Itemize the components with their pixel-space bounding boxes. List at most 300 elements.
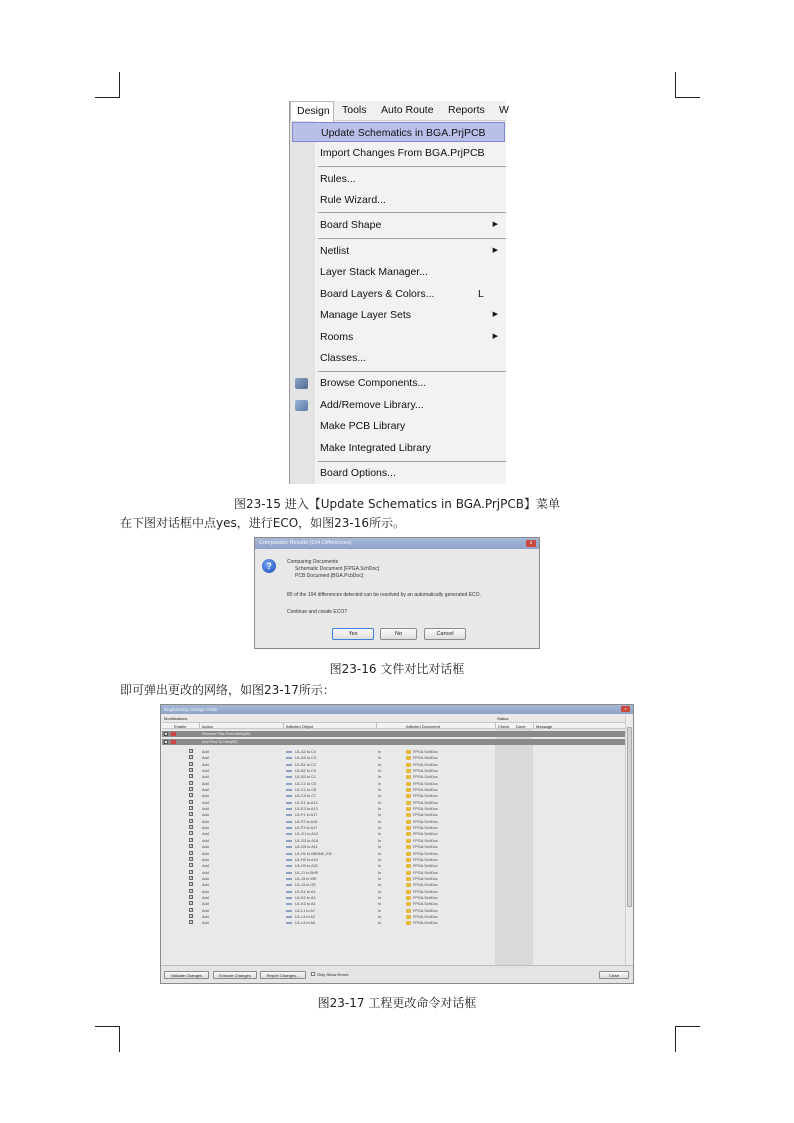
row-object: U1-G5 to A11 [295, 845, 318, 850]
row-document: FPGA.SchDoc [413, 857, 438, 862]
comparator-dialog [254, 537, 540, 649]
menu-separator [318, 212, 506, 213]
eco-column-header [162, 722, 625, 729]
document-icon [406, 788, 411, 792]
enable-checkbox[interactable]: ✓ [190, 907, 193, 912]
row-object: U1-L1 to A7 [295, 908, 316, 913]
question-icon: ? [262, 559, 276, 573]
enable-checkbox[interactable]: ✓ [190, 894, 193, 899]
document-icon [406, 750, 411, 754]
group-row-remove-pins[interactable] [162, 731, 625, 737]
menu-item-update-schematics[interactable]: Update Schematics in BGA.PrjPCB [292, 122, 505, 142]
group-label: Remove Pins From Nets(80) [202, 732, 251, 736]
row-action: Add [202, 826, 209, 831]
crop-mark-bottom-left [95, 1026, 120, 1027]
row-action: Add [202, 895, 209, 900]
menu-item-rule-wizard[interactable]: Rule Wizard... [320, 194, 386, 206]
row-in: In [378, 921, 382, 926]
row-object: U1-J1 to BHE [295, 870, 319, 875]
row-object: U1-H2 to A19 [295, 857, 318, 862]
column-divider [283, 723, 284, 728]
no-button[interactable]: No [380, 628, 417, 640]
pin-icon [286, 878, 292, 880]
document-icon [406, 756, 411, 760]
document-icon [406, 763, 411, 767]
body-text-1: 在下图对话框中点yes，进行ECO，如图23-16所示。 [120, 516, 406, 530]
row-document: FPGA.SchDoc [413, 845, 438, 850]
enable-checkbox[interactable]: ✓ [190, 888, 193, 893]
pin-icon [286, 783, 292, 785]
only-show-errors-checkbox[interactable] [311, 972, 315, 976]
enable-checkbox[interactable]: ✓ [190, 793, 193, 798]
col-affected-document[interactable]: Affected Document [406, 724, 440, 729]
pin-icon [286, 764, 292, 766]
row-document: FPGA.SchDoc [413, 864, 438, 869]
row-object: U1-B1 to C2 [295, 762, 316, 767]
column-divider [495, 723, 496, 728]
menu-item-make-pcb-library[interactable]: Make PCB Library [320, 420, 406, 432]
enable-checkbox[interactable]: ✓ [190, 812, 193, 817]
crop-mark-top-left [119, 72, 120, 98]
row-object: U1-J4 to OE [295, 883, 316, 888]
menu-item-manage-layer-sets[interactable] [320, 305, 506, 325]
row-in: In [378, 769, 382, 774]
menu-item-layer-stack-manager[interactable]: Layer Stack Manager... [320, 266, 428, 278]
row-document: FPGA.SchDoc [413, 781, 438, 786]
folder-icon [171, 732, 176, 736]
document-icon [406, 820, 411, 824]
row-document: FPGA.SchDoc [413, 883, 438, 888]
enable-checkbox[interactable]: ✓ [190, 869, 193, 874]
menu-shortcut: L [478, 288, 484, 300]
row-in: In [378, 857, 382, 862]
pin-icon [286, 821, 292, 823]
submenu-arrow-icon: ▶ [492, 333, 498, 340]
row-in: In [378, 781, 382, 786]
column-divider [199, 723, 200, 728]
row-in: In [378, 756, 382, 761]
menu-item-label: Board Shape [320, 219, 382, 231]
dialog-pcb-doc: PCB Document [BGA.PcbDoc] [295, 573, 364, 579]
document-icon [406, 909, 411, 913]
pin-icon [286, 865, 292, 867]
pin-icon [286, 757, 292, 759]
row-action: Add [202, 845, 209, 850]
row-in: In [378, 807, 382, 812]
col-done[interactable]: Done [516, 724, 526, 729]
row-in: In [378, 813, 382, 818]
row-action: Add [202, 794, 209, 799]
document-icon [406, 775, 411, 779]
row-action: Add [202, 813, 209, 818]
modifications-header: Modifications [164, 716, 188, 721]
row-in: In [378, 902, 382, 907]
row-action: Add [202, 807, 209, 812]
library-icon [295, 400, 308, 411]
row-object: U1-E1 to A14 [295, 800, 318, 805]
report-changes-button[interactable]: Report Changes... [260, 971, 306, 979]
enable-checkbox[interactable]: ✓ [190, 837, 193, 842]
body-text-2: 即可弹出更改的网络，如图23-17所示： [120, 683, 335, 697]
row-action: Add [202, 908, 209, 913]
menubar-design[interactable]: Design [290, 101, 334, 122]
enable-checkbox[interactable]: ✓ [190, 856, 193, 861]
enable-checkbox[interactable]: ✓ [190, 831, 193, 836]
row-action: Add [202, 914, 209, 919]
crop-mark-bottom-right [675, 1026, 700, 1027]
row-action: Add [202, 750, 209, 754]
enable-checkbox[interactable]: ✓ [190, 863, 193, 868]
enable-checkbox[interactable]: ✓ [190, 787, 193, 792]
row-document: FPGA.SchDoc [413, 870, 438, 875]
row-object: U1-H1 to BBANK_EN [295, 851, 332, 856]
row-object: U1-J3 to WE [295, 876, 317, 881]
enable-checkbox[interactable]: ✓ [190, 761, 193, 766]
close-button[interactable]: Close [599, 971, 629, 979]
enable-checkbox[interactable]: ✓ [190, 825, 193, 830]
table-row[interactable] [162, 920, 625, 926]
row-object: U1-F1 to A17 [295, 813, 318, 818]
menu-item-make-integrated-library[interactable]: Make Integrated Library [320, 442, 431, 454]
yes-button[interactable]: Yes [332, 628, 374, 640]
row-action: Add [202, 864, 209, 869]
row-in: In [378, 832, 382, 837]
scrollbar-thumb[interactable] [627, 727, 632, 907]
document-icon [406, 807, 411, 811]
row-in: In [378, 851, 382, 856]
document-icon [406, 794, 411, 798]
dialog-schematic-doc: Schematic Document [FPGA.SchDoc] [295, 566, 380, 572]
document-icon [406, 813, 411, 817]
col-check[interactable]: Check [498, 724, 510, 729]
only-show-errors-label: Only Show Errors [317, 972, 349, 977]
menubar-reports[interactable]: Reports [448, 104, 485, 116]
row-object: U1-L3 to A2 [295, 914, 316, 919]
enable-checkbox[interactable]: ✓ [190, 850, 193, 855]
pin-icon [286, 808, 292, 810]
dialog-message: 80 of the 104 differences detected can be resolved by an automatically generated ECO. [287, 592, 481, 598]
row-document: FPGA.SchDoc [413, 756, 438, 761]
pin-icon [286, 859, 292, 861]
enable-checkbox[interactable]: ✓ [190, 920, 193, 925]
pin-icon [286, 910, 292, 912]
row-object: U1-H3 to A20 [295, 864, 318, 869]
row-document: FPGA.SchDoc [413, 807, 438, 812]
row-document: FPGA.SchDoc [413, 800, 438, 805]
crop-mark-top-left [95, 97, 120, 98]
row-action: Add [202, 857, 209, 862]
menu-separator [318, 238, 506, 239]
menu-item-browse-components[interactable]: Browse Components... [320, 377, 427, 389]
row-action: Add [202, 781, 209, 786]
row-document: FPGA.SchDoc [413, 788, 438, 793]
pin-icon [286, 903, 292, 905]
row-in: In [378, 750, 382, 754]
row-object: U1-B3 to C1 [295, 775, 316, 780]
menu-item-board-shape[interactable] [320, 215, 506, 235]
row-in: In [378, 845, 382, 850]
row-object: U1-K1 to A1 [295, 889, 316, 894]
collapse-icon[interactable]: − [165, 740, 167, 744]
row-action: Add [202, 883, 209, 888]
figure-caption-23-16: 图23-16 文件对比对话框 [329, 662, 465, 676]
enable-checkbox[interactable]: ✓ [190, 799, 193, 804]
row-document: FPGA.SchDoc [413, 775, 438, 780]
eco-footer [161, 965, 633, 983]
menu-item-label: Rooms [320, 331, 354, 343]
row-object: U1-B2 to C5 [295, 769, 316, 774]
figure-caption-23-17: 图23-17 工程更改命令对话框 [317, 996, 477, 1010]
document-icon [406, 883, 411, 887]
menu-item-label: Netlist [320, 245, 350, 257]
row-document: FPGA.SchDoc [413, 921, 438, 926]
expand-icon[interactable]: + [165, 732, 167, 736]
row-action: Add [202, 838, 209, 843]
row-object: U1-G3 to A18 [295, 838, 319, 843]
menu-item-classes[interactable]: Classes... [320, 352, 367, 364]
row-in: In [378, 775, 382, 780]
eco-title: Engineering Change Order [164, 707, 218, 712]
pin-icon [286, 853, 292, 855]
pin-icon [286, 776, 292, 778]
row-object: U1-K3 to A4 [295, 902, 316, 907]
document-icon [406, 902, 411, 906]
row-action: Add [202, 851, 209, 856]
row-document: FPGA.SchDoc [413, 902, 438, 907]
enable-checkbox[interactable]: ✓ [190, 755, 193, 760]
close-icon[interactable]: x [526, 540, 536, 547]
row-object: U1-C2 to C8 [295, 788, 317, 793]
pin-icon [286, 833, 292, 835]
document-icon [406, 826, 411, 830]
folder-icon [171, 740, 176, 744]
row-action: Add [202, 769, 209, 774]
row-in: In [378, 870, 382, 875]
document-icon [406, 871, 411, 875]
enable-checkbox[interactable]: ✓ [190, 749, 193, 753]
close-icon[interactable]: x [621, 706, 630, 712]
row-in: In [378, 826, 382, 831]
row-action: Add [202, 902, 209, 907]
submenu-arrow-icon: ▶ [492, 247, 498, 254]
document-icon [406, 801, 411, 805]
group-label: Add Pins To Nets(80) [202, 740, 238, 744]
row-action: Add [202, 832, 209, 837]
row-document: FPGA.SchDoc [413, 819, 438, 824]
cancel-button[interactable]: Cancel [424, 628, 466, 640]
pin-icon [286, 872, 292, 874]
document-icon [406, 832, 411, 836]
menubar-tools[interactable]: Tools [342, 104, 367, 116]
row-action: Add [202, 889, 209, 894]
row-document: FPGA.SchDoc [413, 794, 438, 799]
row-object: U1-F2 to A16 [295, 819, 318, 824]
eco-rows [162, 749, 625, 927]
row-object: U1-C3 to C7 [295, 794, 317, 799]
document-icon [406, 858, 411, 862]
pin-icon [286, 916, 292, 918]
row-object: U1-E3 to A13 [295, 807, 318, 812]
pin-icon [286, 751, 292, 753]
row-action: Add [202, 788, 209, 793]
menu-item-label: Manage Layer Sets [320, 309, 412, 321]
row-in: In [378, 864, 382, 869]
pin-icon [286, 891, 292, 893]
menu-item-rooms[interactable] [320, 327, 506, 347]
menu-separator [318, 166, 506, 167]
pin-icon [286, 802, 292, 804]
dialog-heading: Comparing Documents [287, 559, 339, 565]
row-document: FPGA.SchDoc [413, 895, 438, 900]
eco-title-bar [161, 705, 633, 714]
row-in: In [378, 876, 382, 881]
row-in: In [378, 908, 382, 913]
crop-mark-bottom-right [675, 1026, 676, 1052]
browse-components-icon [295, 378, 308, 389]
enable-checkbox[interactable]: ✓ [190, 875, 193, 880]
submenu-arrow-icon: ▶ [492, 311, 498, 318]
enable-checkbox[interactable]: ✓ [190, 913, 193, 918]
enable-checkbox[interactable]: ✓ [190, 844, 193, 849]
row-document: FPGA.SchDoc [413, 851, 438, 856]
document-icon [406, 852, 411, 856]
pin-icon [286, 795, 292, 797]
pin-icon [286, 770, 292, 772]
menu-item-add-remove-library[interactable]: Add/Remove Library... [320, 399, 424, 411]
pin-icon [286, 897, 292, 899]
enable-checkbox[interactable]: ✓ [190, 780, 193, 785]
group-row-add-pins[interactable] [162, 739, 625, 745]
document-icon [406, 915, 411, 919]
col-message[interactable]: Message [536, 724, 553, 729]
document-icon [406, 896, 411, 900]
row-object: U1-K2 to A3 [295, 895, 316, 900]
menu-item-label: Board Layers & Colors... [320, 288, 435, 300]
row-document: FPGA.SchDoc [413, 838, 438, 843]
menu-bar [290, 101, 509, 121]
row-document: FPGA.SchDoc [413, 813, 438, 818]
pin-icon [286, 827, 292, 829]
row-document: FPGA.SchDoc [413, 762, 438, 767]
execute-changes-button[interactable]: Execute Changes [213, 971, 257, 979]
document-icon [406, 921, 411, 925]
submenu-arrow-icon: ▶ [492, 221, 498, 228]
menu-separator [318, 371, 506, 372]
row-object: U1-A2 to C4 [295, 750, 316, 754]
row-action: Add [202, 876, 209, 881]
eco-dialog [160, 704, 634, 984]
document-icon [406, 845, 411, 849]
row-object: U1-G1 to A10 [295, 832, 319, 837]
row-action: Add [202, 762, 209, 767]
crop-mark-top-right [675, 97, 700, 98]
row-document: FPGA.SchDoc [413, 750, 438, 754]
vertical-scrollbar[interactable] [625, 715, 633, 965]
menubar-window[interactable]: W [499, 104, 509, 116]
document-icon [406, 839, 411, 843]
row-action: Add [202, 800, 209, 805]
crop-mark-bottom-left [119, 1026, 120, 1052]
menu-item-import-changes[interactable]: Import Changes From BGA.PrjPCB [320, 147, 485, 159]
col-enable[interactable]: Enable [174, 724, 187, 729]
document-icon [406, 890, 411, 894]
row-in: In [378, 889, 382, 894]
row-object: U1-F3 to A17 [295, 826, 318, 831]
status-header: Status [497, 716, 509, 721]
row-in: In [378, 800, 382, 805]
row-in: In [378, 788, 382, 793]
dialog-title-bar [255, 538, 539, 549]
row-in: In [378, 762, 382, 767]
column-divider [376, 723, 377, 728]
row-object: U1-L4 to A6 [295, 921, 316, 926]
enable-checkbox[interactable]: ✓ [190, 818, 193, 823]
design-menu-screenshot [289, 101, 509, 484]
enable-checkbox[interactable]: ✓ [190, 768, 193, 773]
figure-caption-23-15: 图23-15 进入【Update Schematics in BGA.PrjPCB】菜单 [234, 497, 560, 511]
document-icon [406, 877, 411, 881]
enable-checkbox[interactable]: ✓ [190, 901, 193, 906]
pin-icon [286, 922, 292, 924]
row-object: U1-A3 to C3 [295, 756, 316, 761]
row-document: FPGA.SchDoc [413, 769, 438, 774]
row-document: FPGA.SchDoc [413, 832, 438, 837]
dialog-question: Continue and create ECO? [287, 609, 348, 615]
row-in: In [378, 895, 382, 900]
dialog-title: Comparator Results (104 Differences) [259, 540, 352, 546]
row-action: Add [202, 819, 209, 824]
row-in: In [378, 794, 382, 799]
row-document: FPGA.SchDoc [413, 908, 438, 913]
crop-mark-top-right [675, 72, 676, 98]
validate-changes-button[interactable]: Validate Changes [164, 971, 209, 979]
row-document: FPGA.SchDoc [413, 914, 438, 919]
row-document: FPGA.SchDoc [413, 889, 438, 894]
document-icon [406, 782, 411, 786]
eco-group-header [162, 715, 625, 722]
row-in: In [378, 883, 382, 888]
pin-icon [286, 814, 292, 816]
row-in: In [378, 838, 382, 843]
row-document: FPGA.SchDoc [413, 826, 438, 831]
row-action: Add [202, 756, 209, 761]
enable-checkbox[interactable]: ✓ [190, 806, 193, 811]
menu-item-board-layers-colors[interactable] [320, 284, 506, 304]
row-in: In [378, 914, 382, 919]
pin-icon [286, 846, 292, 848]
menu-icon-gutter [290, 121, 315, 484]
pin-icon [286, 840, 292, 842]
row-action: Add [202, 921, 209, 926]
pin-icon [286, 789, 292, 791]
menu-item-netlist[interactable] [320, 241, 506, 261]
row-action: Add [202, 775, 209, 780]
col-action[interactable]: Action [202, 724, 214, 729]
menu-item-rules[interactable]: Rules... [320, 173, 356, 185]
document-icon [406, 864, 411, 868]
enable-checkbox[interactable]: ✓ [190, 774, 193, 779]
row-action: Add [202, 870, 209, 875]
row-object: U1-C1 to C6 [295, 781, 317, 786]
col-affected-object[interactable]: Affected Object [286, 724, 314, 729]
menu-item-board-options[interactable]: Board Options... [320, 467, 396, 479]
document-icon [406, 769, 411, 773]
menubar-auto-route[interactable]: Auto Route [381, 104, 434, 116]
enable-checkbox[interactable]: ✓ [190, 882, 193, 887]
row-in: In [378, 819, 382, 824]
column-divider [533, 723, 534, 728]
row-document: FPGA.SchDoc [413, 876, 438, 881]
